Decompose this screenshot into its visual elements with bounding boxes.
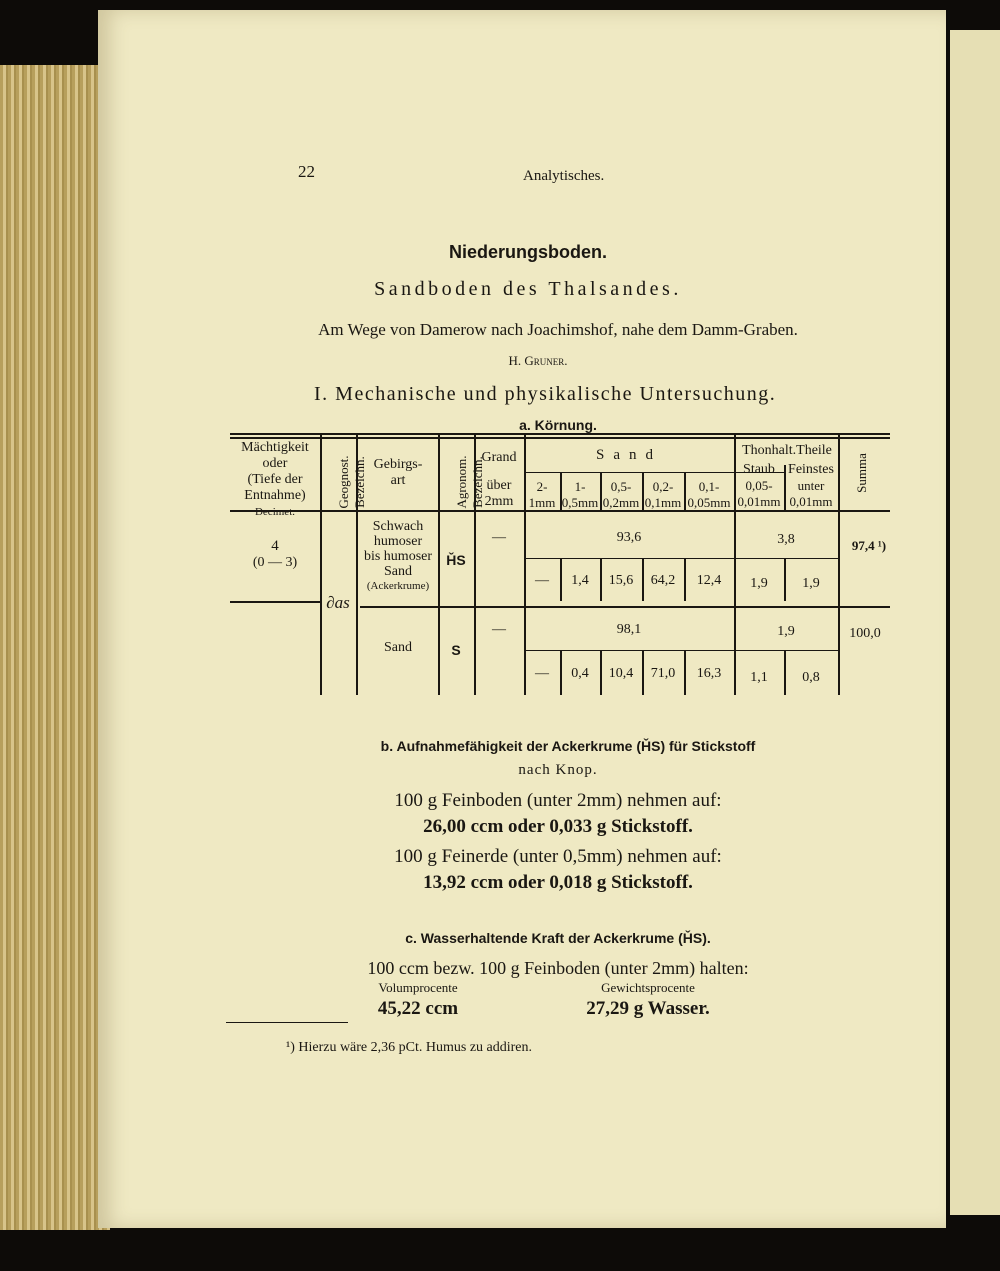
section-c-line1: 100 ccm bezw. 100 g Feinboden (unter 2mm) halten: [367, 958, 749, 978]
location-line: Am Wege von Damerow nach Joachimshof, nahe dem Damm-Graben. [318, 320, 798, 339]
section-c-title: c. Wasserhaltende Kraft der Ackerkrume (ȞS). [405, 930, 711, 946]
section-b-subtitle: nach Knop. [518, 762, 598, 778]
section-b-line2: 26,00 ccm oder 0,033 g Stickstoff. [423, 816, 693, 837]
book-page-edges [0, 65, 110, 1230]
row1-sand-total: 93,6 [616, 530, 642, 545]
row1-staub: 1,9 [750, 576, 768, 591]
row2-feinstes: 0,8 [802, 670, 820, 685]
vol-value: 45,22 ccm [377, 998, 459, 1019]
header-feinstes: Feinstes unter 0,01mm [788, 462, 834, 509]
row1-feinstes: 1,9 [802, 576, 820, 591]
header-agronom: Agronom. Bezeichn. [454, 455, 485, 509]
section-b-title: b. Aufnahmefähigkeit der Ackerkrume (ȞS) für Stickstoff [380, 738, 756, 754]
row2-sand-2: 10,4 [608, 666, 634, 681]
subsection-a-title: a. Körnung. [519, 417, 597, 433]
header-sand-02-01: 0,2- 0,1mm [644, 479, 682, 510]
section-title: Niederungsboden. [448, 242, 607, 262]
row2-gebirgsart: Sand [384, 640, 412, 655]
gew-label: Gewichtsprocente [601, 980, 695, 995]
footnote-rule [226, 1022, 348, 1023]
row2-agronom: S [451, 642, 461, 658]
row1-agronom: ȞS [446, 552, 466, 568]
header-sand: Sand [596, 447, 662, 463]
row1-depth-range: (0 — 3) [252, 555, 298, 570]
vol-label: Volumprocente [378, 980, 458, 995]
row2-grand: — [535, 666, 549, 681]
header-staub: Staub 0,05- 0,01mm [737, 462, 781, 509]
row1-grand-total: — [492, 530, 506, 545]
header-sand-1-05: 1- 0,5mm [561, 479, 599, 510]
row2-summa: 100,0 [849, 626, 881, 641]
row2-sand-1: 0,4 [571, 666, 589, 681]
row1-sand-3: 64,2 [650, 573, 676, 588]
facing-page-edge [950, 30, 1000, 1215]
row1-sand-4: 12,4 [696, 573, 722, 588]
section-b-line4: 13,92 ccm oder 0,018 g Stickstoff. [423, 872, 693, 893]
gew-value: 27,29 g Wasser. [586, 998, 710, 1019]
header-depth: Mächtigkeit oder (Tiefe der Entnahme) Decimet. [241, 440, 309, 518]
author-line: H. Gruner. [508, 353, 568, 368]
header-sand-2-1: 2- 1mm [528, 479, 556, 510]
book-page [98, 10, 946, 1228]
row1-depth: 4 [271, 538, 279, 554]
row1-thon-total: 3,8 [777, 532, 795, 547]
header-sand-01-005: 0,1- 0,05mm [687, 479, 731, 510]
row2-sand-4: 16,3 [696, 666, 722, 681]
row2-grand-total: — [492, 622, 506, 637]
geognost-value: ∂as [326, 593, 350, 612]
row2-sand-total: 98,1 [616, 622, 642, 637]
header-geognost: Geognost. Bezeichn. [336, 455, 367, 509]
row2-sand-3: 71,0 [650, 666, 676, 681]
row2-staub: 1,1 [750, 670, 768, 685]
soil-title: Sandboden des Thalsandes. [374, 278, 682, 300]
footnote: ¹) Hierzu wäre 2,36 pCt. Humus zu addiren. [286, 1040, 533, 1055]
page-number: 22 [298, 162, 315, 181]
row1-sand-1: 1,4 [571, 573, 589, 588]
header-grand: Grand über 2mm [481, 450, 517, 509]
section-b-line1: 100 g Feinboden (unter 2mm) nehmen auf: [394, 790, 722, 811]
row2-thon-total: 1,9 [777, 624, 795, 639]
section-b-line3: 100 g Feinerde (unter 0,5mm) nehmen auf: [394, 846, 722, 867]
row1-gebirgsart: Schwach humoser bis humoser Sand (Ackerkrume) [363, 519, 433, 592]
running-head: Analytisches. [523, 168, 605, 184]
header-summa: Summa [854, 453, 869, 493]
header-thon: Thonhalt.Theile [742, 443, 832, 458]
row1-sand-2: 15,6 [608, 573, 634, 588]
row1-summa: 97,4 ¹) [851, 538, 887, 553]
part-title: I. Mechanische und physikalische Untersuchung. [314, 383, 777, 405]
header-sand-05-02: 0,5- 0,2mm [602, 479, 640, 510]
row1-grand: — [535, 573, 549, 588]
header-gebirgsart: Gebirgs- art [373, 457, 423, 488]
